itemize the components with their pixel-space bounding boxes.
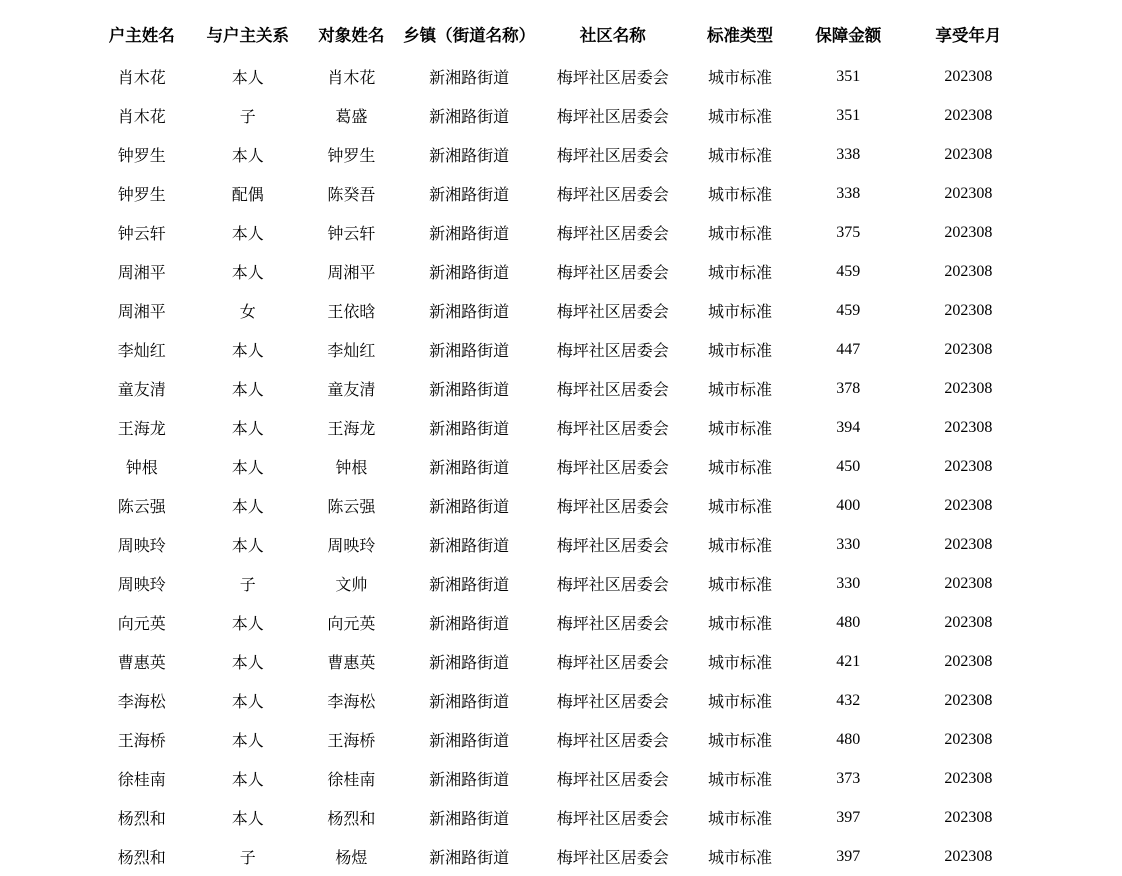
cell-period: 202308 [944,340,993,358]
table-row [90,447,1032,486]
cell-period: 202308 [944,67,993,85]
cell-community-name: 梅坪社区居委会 [556,616,669,633]
table-row [90,720,1032,759]
cell-amount: 378 [836,379,861,397]
cell-amount: 459 [836,262,861,280]
cell-person-name: 童友清 [327,382,376,399]
cell-period: 202308 [944,574,993,592]
cell-householder-name: 李灿红 [117,343,166,360]
cell-standard-type: 城市标准 [707,694,772,711]
cell-community-name: 梅坪社区居委会 [556,772,669,789]
cell-amount: 351 [836,67,861,85]
cell-householder-name: 王海桥 [117,733,166,750]
table-row [90,642,1032,681]
cell-community-name: 梅坪社区居委会 [556,460,669,477]
cell-person-name: 李海松 [327,694,376,711]
column-header-relationship: 与户主关系 [206,27,290,45]
cell-period: 202308 [944,808,993,826]
cell-person-name: 葛盛 [335,109,368,126]
cell-relationship: 配偶 [231,187,264,204]
cell-relationship: 子 [239,109,256,126]
cell-standard-type: 城市标准 [707,148,772,165]
table-row [90,681,1032,720]
cell-community-name: 梅坪社区居委会 [556,538,669,555]
cell-person-name: 李灿红 [327,343,376,360]
cell-township-street: 新湘路街道 [429,304,510,321]
cell-relationship: 本人 [231,538,264,555]
cell-standard-type: 城市标准 [707,850,772,867]
cell-householder-name: 钟云轩 [117,226,166,243]
cell-period: 202308 [944,613,993,631]
cell-householder-name: 周湘平 [117,304,166,321]
table-row [90,213,1032,252]
cell-period: 202308 [944,301,993,319]
table-row [90,564,1032,603]
cell-township-street: 新湘路街道 [429,265,510,282]
table-row [90,408,1032,447]
cell-householder-name: 杨烈和 [117,811,166,828]
cell-standard-type: 城市标准 [707,733,772,750]
cell-amount: 375 [836,223,861,241]
cell-relationship: 本人 [231,460,264,477]
column-header-standard-type: 标准类型 [706,27,773,45]
cell-township-street: 新湘路街道 [429,421,510,438]
table-row [90,525,1032,564]
cell-amount: 338 [836,145,861,163]
cell-community-name: 梅坪社区居委会 [556,343,669,360]
cell-person-name: 文帅 [335,577,368,594]
cell-standard-type: 城市标准 [707,70,772,87]
cell-relationship: 本人 [231,382,264,399]
cell-community-name: 梅坪社区居委会 [556,811,669,828]
cell-period: 202308 [944,379,993,397]
cell-relationship: 本人 [231,616,264,633]
header-row [90,14,1032,57]
cell-householder-name: 肖木花 [117,109,166,126]
cell-township-street: 新湘路街道 [429,577,510,594]
table-row [90,759,1032,798]
cell-relationship: 本人 [231,226,264,243]
cell-township-street: 新湘路街道 [429,811,510,828]
column-header-township-street: 乡镇（街道名称） [403,27,536,45]
cell-householder-name: 杨烈和 [117,850,166,867]
cell-person-name: 周映玲 [327,538,376,555]
cell-community-name: 梅坪社区居委会 [556,70,669,87]
cell-amount: 330 [836,574,861,592]
cell-person-name: 杨烈和 [327,811,376,828]
cell-householder-name: 王海龙 [117,421,166,438]
column-header-period: 享受年月 [935,27,1002,45]
cell-community-name: 梅坪社区居委会 [556,187,669,204]
cell-standard-type: 城市标准 [707,616,772,633]
cell-relationship: 本人 [231,772,264,789]
cell-person-name: 钟云轩 [327,226,376,243]
cell-period: 202308 [944,457,993,475]
cell-standard-type: 城市标准 [707,421,772,438]
table-row [90,291,1032,330]
cell-period: 202308 [944,730,993,748]
cell-relationship: 本人 [231,70,264,87]
cell-relationship: 本人 [231,265,264,282]
cell-township-street: 新湘路街道 [429,226,510,243]
cell-person-name: 王依晗 [327,304,376,321]
table-row [90,135,1032,174]
column-header-amount: 保障金额 [815,27,882,45]
cell-person-name: 陈癸吾 [327,187,376,204]
cell-community-name: 梅坪社区居委会 [556,148,669,165]
cell-householder-name: 周映玲 [117,538,166,555]
cell-householder-name: 向元英 [117,616,166,633]
cell-amount: 450 [836,457,861,475]
cell-community-name: 梅坪社区居委会 [556,694,669,711]
column-header-householder-name: 户主姓名 [108,27,175,45]
cell-amount: 400 [836,496,861,514]
cell-person-name: 杨煜 [335,850,368,867]
cell-period: 202308 [944,184,993,202]
cell-person-name: 王海龙 [327,421,376,438]
cell-householder-name: 钟罗生 [117,148,166,165]
cell-person-name: 陈云强 [327,499,376,516]
cell-township-street: 新湘路街道 [429,616,510,633]
cell-relationship: 本人 [231,655,264,672]
cell-householder-name: 曹惠英 [117,655,166,672]
cell-amount: 397 [836,808,861,826]
cell-relationship: 本人 [231,343,264,360]
cell-community-name: 梅坪社区居委会 [556,421,669,438]
cell-amount: 373 [836,769,861,787]
cell-period: 202308 [944,652,993,670]
column-header-community-name: 社区名称 [579,27,646,45]
cell-township-street: 新湘路街道 [429,850,510,867]
cell-community-name: 梅坪社区居委会 [556,265,669,282]
cell-householder-name: 肖木花 [117,70,166,87]
cell-amount: 397 [836,847,861,865]
table-row [90,252,1032,291]
table-body [90,57,1032,876]
cell-community-name: 梅坪社区居委会 [556,850,669,867]
cell-amount: 330 [836,535,861,553]
cell-amount: 459 [836,301,861,319]
cell-period: 202308 [944,106,993,124]
table-row [90,174,1032,213]
table-row [90,369,1032,408]
cell-person-name: 肖木花 [327,70,376,87]
cell-community-name: 梅坪社区居委会 [556,304,669,321]
cell-community-name: 梅坪社区居委会 [556,226,669,243]
cell-period: 202308 [944,769,993,787]
cell-amount: 447 [836,340,861,358]
cell-relationship: 本人 [231,694,264,711]
cell-standard-type: 城市标准 [707,343,772,360]
cell-period: 202308 [944,145,993,163]
cell-community-name: 梅坪社区居委会 [556,499,669,516]
cell-person-name: 徐桂南 [327,772,376,789]
cell-standard-type: 城市标准 [707,811,772,828]
table-row [90,837,1032,876]
cell-period: 202308 [944,223,993,241]
cell-period: 202308 [944,418,993,436]
cell-standard-type: 城市标准 [707,460,772,477]
cell-standard-type: 城市标准 [707,304,772,321]
cell-amount: 338 [836,184,861,202]
table-row [90,798,1032,837]
cell-person-name: 钟根 [335,460,368,477]
cell-township-street: 新湘路街道 [429,382,510,399]
cell-relationship: 本人 [231,148,264,165]
cell-person-name: 向元英 [327,616,376,633]
cell-householder-name: 周映玲 [117,577,166,594]
cell-township-street: 新湘路街道 [429,70,510,87]
cell-householder-name: 童友清 [117,382,166,399]
cell-relationship: 女 [239,304,256,321]
cell-community-name: 梅坪社区居委会 [556,733,669,750]
cell-standard-type: 城市标准 [707,382,772,399]
cell-township-street: 新湘路街道 [429,733,510,750]
table-row [90,603,1032,642]
cell-relationship: 本人 [231,421,264,438]
cell-township-street: 新湘路街道 [429,772,510,789]
cell-standard-type: 城市标准 [707,187,772,204]
cell-person-name: 周湘平 [327,265,376,282]
cell-standard-type: 城市标准 [707,499,772,516]
cell-standard-type: 城市标准 [707,265,772,282]
cell-community-name: 梅坪社区居委会 [556,655,669,672]
cell-amount: 480 [836,730,861,748]
cell-township-street: 新湘路街道 [429,187,510,204]
cell-relationship: 子 [239,850,256,867]
cell-householder-name: 周湘平 [117,265,166,282]
cell-township-street: 新湘路街道 [429,343,510,360]
cell-township-street: 新湘路街道 [429,148,510,165]
table-header [90,14,1032,57]
column-header-person-name: 对象姓名 [318,27,385,45]
table-row [90,96,1032,135]
cell-amount: 394 [836,418,861,436]
cell-standard-type: 城市标准 [707,577,772,594]
cell-standard-type: 城市标准 [707,109,772,126]
cell-community-name: 梅坪社区居委会 [556,382,669,399]
table-row [90,57,1032,96]
cell-person-name: 王海桥 [327,733,376,750]
table-row [90,486,1032,525]
cell-township-street: 新湘路街道 [429,460,510,477]
cell-period: 202308 [944,847,993,865]
cell-householder-name: 钟罗生 [117,187,166,204]
cell-standard-type: 城市标准 [707,538,772,555]
cell-person-name: 曹惠英 [327,655,376,672]
cell-relationship: 本人 [231,733,264,750]
cell-township-street: 新湘路街道 [429,694,510,711]
cell-amount: 480 [836,613,861,631]
cell-householder-name: 徐桂南 [117,772,166,789]
cell-amount: 351 [836,106,861,124]
cell-period: 202308 [944,691,993,709]
cell-township-street: 新湘路街道 [429,538,510,555]
cell-community-name: 梅坪社区居委会 [556,577,669,594]
cell-relationship: 本人 [231,499,264,516]
cell-householder-name: 钟根 [125,460,158,477]
cell-township-street: 新湘路街道 [429,499,510,516]
cell-amount: 421 [836,652,861,670]
cell-relationship: 本人 [231,811,264,828]
cell-period: 202308 [944,262,993,280]
cell-period: 202308 [944,535,993,553]
cell-period: 202308 [944,496,993,514]
cell-community-name: 梅坪社区居委会 [556,109,669,126]
cell-township-street: 新湘路街道 [429,109,510,126]
table-row [90,330,1032,369]
cell-relationship: 子 [239,577,256,594]
cell-standard-type: 城市标准 [707,226,772,243]
cell-standard-type: 城市标准 [707,655,772,672]
cell-township-street: 新湘路街道 [429,655,510,672]
cell-amount: 432 [836,691,861,709]
cell-householder-name: 李海松 [117,694,166,711]
subsistence-allowance-table [90,14,1032,876]
cell-standard-type: 城市标准 [707,772,772,789]
cell-householder-name: 陈云强 [117,499,166,516]
cell-person-name: 钟罗生 [327,148,376,165]
